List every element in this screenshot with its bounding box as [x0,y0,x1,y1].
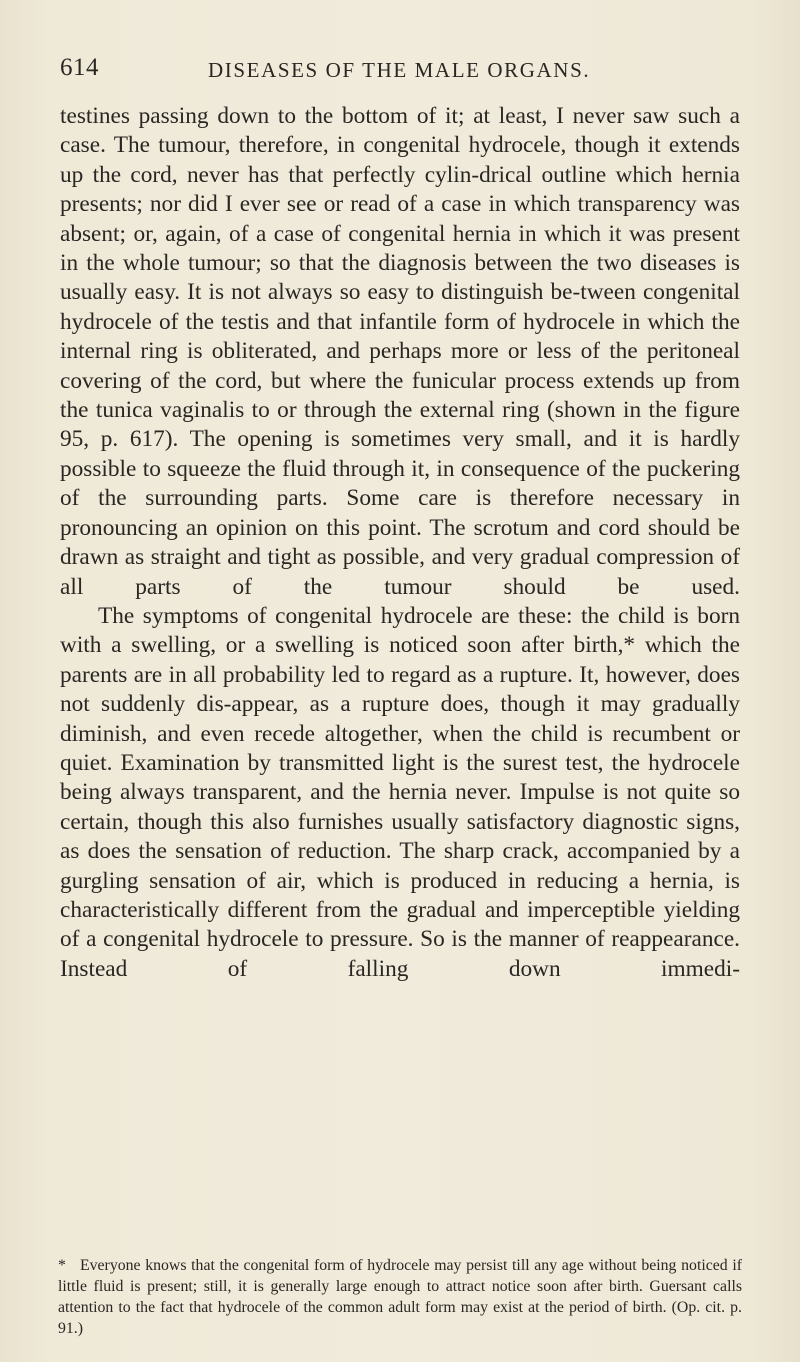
page-number: 614 [60,54,99,81]
main-text [60,102,740,984]
paragraph-continued: testines passing down to the bottom of it; at least, I never saw such a case. The tumour, therefore, in congenital hydrocele, though it extends up the cord, never has that perfectly cylin-drical outline which hernia presents; nor did I ever see or read of a case in which transparency was absent; or, again, of a case of congenital hernia in which it was present in the whole tumour; so that the diagnosis between the two diseases is usually easy. It is not always so easy to distinguish be-tween congenital hydrocele of the testis and that infantile form of hydrocele in which the internal ring is obliterated, and perhaps more or less of the peritoneal covering of the cord, but where the funicular process extends up from the tunica vaginalis to or through the external ring (shown in the figure 95, p. 617). The opening is sometimes very small, and it is hardly possible to squeeze the fluid through it, in consequence of the puckering of the surrounding parts. Some care is therefore necessary in pronouncing an opinion on this point. The scrotum and cord should be drawn as straight and tight as possible, and very gradual compression of all parts of the tumour should be used. [60,103,740,600]
footnote-text: Everyone knows that the congenital form of hydrocele may persist till any age without being noticed if little fluid is present; still, it is generally large enough to attract notice soon after birth. Guersant calls attention to the fact that hydrocele of the common adult form may exist at the period of birth. (Op. cit. p. 91.) [58,1257,742,1337]
footnote [58,1255,742,1339]
footnote-marker: * [58,1257,66,1274]
paragraph-symptoms: The symptoms of congenital hydrocele are these: the child is born with a swelling, or a swelling is noticed soon after birth,* which the parents are in all probability led to regard as a rupture. It, however, does not suddenly dis-appear, as a rupture does, though it may gradually diminish, and even recede altogether, when the child is recumbent or quiet. Examination by transmitted light is the surest test, the hydrocele being always transparent, and the hernia never. Impulse is not quite so certain, though this also furnishes usually satisfactory diagnostic signs, as does the sensation of reduction. The sharp crack, accompanied by a gurgling sensation of air, which is produced in reducing a hernia, is characteristically different from the gradual and imperceptible yielding of a congenital hydrocele to pressure. So is the manner of reappearance. Instead of falling down immedi- [60,602,740,982]
running-title: DISEASES OF THE MALE ORGANS. [208,58,591,82]
running-head [60,54,740,94]
